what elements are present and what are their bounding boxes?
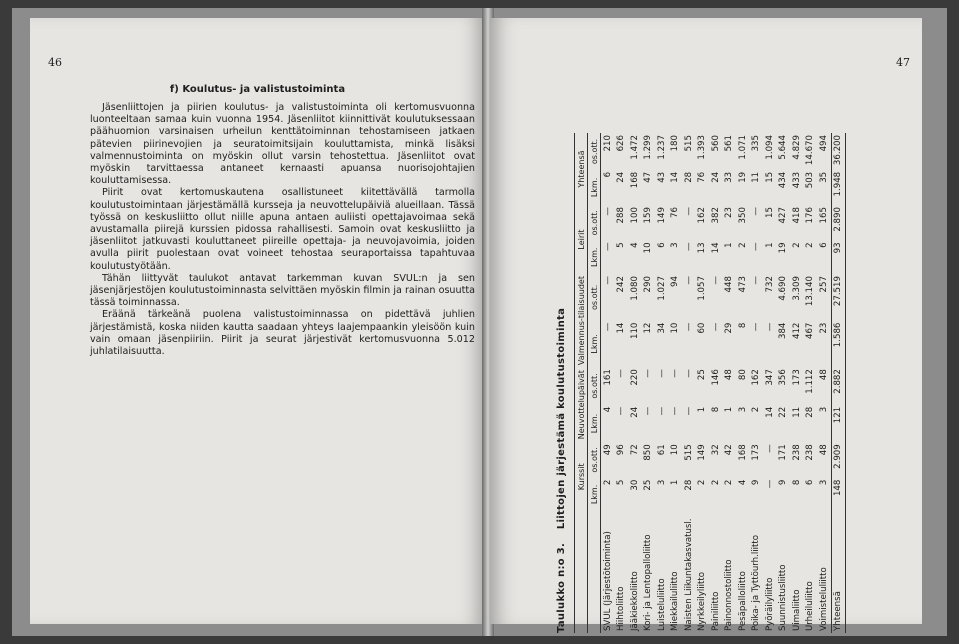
table-cell: 171 (778, 444, 789, 461)
table-sub-header-row (588, 133, 601, 633)
table-cell: 19 (778, 242, 789, 254)
row-label: Luisteluliitto (656, 578, 667, 631)
table-cell: 467 (805, 322, 816, 339)
table-cell: 2 (751, 406, 762, 413)
table-row (628, 133, 642, 633)
table-row (601, 133, 615, 633)
left-page (30, 18, 485, 624)
table-cell: — (643, 369, 654, 378)
table-cell: 8 (710, 406, 721, 413)
table-cell: 35 (818, 171, 829, 183)
subheader-lkm: Lkm. (588, 405, 601, 442)
table-row (736, 133, 750, 633)
table-cell: 448 (724, 276, 735, 293)
paragraph: Tähän liittyvät taulukot antavat tarkemman kuvan SVUL:n ja sen jäsenjärjestöjen koulutustoiminnasta selvittäen myöskin filmin ja rainan osuutta tässä toiminnassa. (90, 272, 475, 309)
table-cell: — (710, 276, 721, 285)
table-cell: — (602, 322, 613, 332)
table-cell: 6 (656, 242, 667, 248)
table-cell: 1.237 (656, 135, 667, 160)
table-cell: 6 (818, 242, 829, 248)
header-yhteensa: Yhteensä (575, 133, 588, 205)
row-label: Voimisteluliitto (818, 567, 829, 631)
table-cell: 34 (656, 322, 667, 334)
table-row (763, 133, 777, 633)
table-cell: 149 (697, 444, 708, 461)
table-cell: 28 (683, 171, 694, 183)
table-cell: 6 (602, 171, 613, 178)
subheader-osott: os.ott. (588, 367, 601, 405)
row-label: Hiihtoliitto (616, 586, 627, 631)
table-cell: 427 (778, 207, 789, 224)
table-cell: 72 (629, 444, 640, 456)
table-cell: 146 (710, 369, 721, 386)
table-cell: 418 (791, 207, 802, 224)
table-caption (556, 123, 567, 633)
table-cell: 42 (724, 444, 735, 456)
table-cell: 1 (724, 406, 735, 413)
page-number-left: 46 (48, 56, 62, 69)
table-cell: 61 (656, 444, 667, 456)
table-cell: — (683, 369, 694, 378)
table-cell: 94 (670, 276, 681, 287)
header-leirit: Leirit (575, 205, 588, 274)
table-cell: 1.080 (629, 276, 640, 301)
subheader-lkm: Lkm. (588, 170, 601, 205)
table-cell: — (602, 242, 613, 252)
table-cell: 3 (670, 242, 681, 248)
paragraph: Piirit ovat kertomuskautena osallistuneet kiitettävällä tarmolla koulutustoimintaan järjestämällä kursseja ja neuvottelupäiviä alueillaan. Tässä työssä on keskusliitto ollut niille apuna antaen auliisti opettajavoimaa sekä avustamalla piirejä kurssien pidossa rahallisesti. Samoin ovat keskusliitto ja jäsenliitot jatkuvasti kouluttaneet piireille opettaja- ja neuvojavoimia, joiden avulla piirit puolestaan ovat voineet tehostaa seuraportaissa tapahtuvaa koulutustyötään. (90, 187, 475, 272)
table-cell: 8 (791, 479, 802, 486)
table-cell: — (683, 242, 694, 252)
table-cell: 43 (656, 171, 667, 183)
table-cell: 5 (616, 479, 627, 486)
table-cell: 288 (616, 207, 627, 224)
table-row (790, 133, 804, 633)
table-cell: 14 (764, 406, 775, 418)
table-cell: 14.670 (805, 135, 816, 166)
row-label: Poika- ja Tyttöurh.liitto (751, 535, 762, 631)
table-cell: 220 (629, 369, 640, 386)
row-label: Yhteensä (831, 511, 846, 633)
table-cell: 25 (643, 479, 654, 491)
subheader-lkm: Lkm. (588, 478, 601, 512)
table-cell: — (710, 322, 721, 332)
table-row (696, 133, 710, 633)
row-label: Miekkailuliitto (670, 571, 681, 631)
training-table (574, 133, 846, 633)
table-cell: 4 (602, 406, 613, 413)
table-cell: 1.948 (831, 170, 846, 205)
table-cell: 30 (629, 479, 640, 491)
table-cell: 24 (710, 171, 721, 183)
table-cell: 1.071 (737, 135, 748, 160)
table-cell: 6 (805, 479, 816, 486)
table-cell: 4 (629, 242, 640, 248)
table-cell: 347 (764, 369, 775, 386)
table-cell: 15 (764, 171, 775, 183)
table-cell: 22 (778, 406, 789, 418)
table-cell: 350 (737, 207, 748, 224)
table-cell: 13.140 (805, 276, 816, 307)
table-cell: 24 (629, 406, 640, 418)
header-blank (588, 511, 601, 633)
table-cell: — (656, 406, 667, 416)
table-cell: 290 (643, 276, 654, 293)
table-cell: 561 (724, 135, 735, 152)
table-cell: 159 (643, 207, 654, 224)
table-row (709, 133, 723, 633)
table-label: Taulukko n:o 3. (556, 542, 567, 633)
table-cell: 49 (602, 444, 613, 456)
table-cell: 11 (751, 171, 762, 183)
table-cell: — (751, 322, 762, 332)
paragraph: Eräänä tärkeänä puolena valistustoiminnassa on pidettävä juhlien järjestämistä, koska niiden kautta saadaan yhteys laajempaankin yleisöön kuin vain omaan jäsenpiiriin. Piirit ja seurat järjestivät kertomusvuonna 5.012 juhlatilaisuutta. (90, 309, 475, 358)
table-cell: 1.299 (643, 135, 654, 160)
table-title: Liittojen järjestämä koulutustoiminta (556, 307, 567, 530)
table-cell: 515 (683, 444, 694, 461)
table-cell: 560 (710, 135, 721, 152)
table-cell: 148 (831, 478, 846, 512)
table-cell: 2 (602, 479, 613, 486)
table-cell: 732 (764, 276, 775, 293)
table-cell: 1.393 (697, 135, 708, 160)
table-cell: — (683, 207, 694, 216)
table-cell: 1 (697, 406, 708, 413)
row-label: Jääkiekkoliitto (629, 571, 640, 631)
table-cell: 2 (710, 479, 721, 486)
rotated-table-block (556, 123, 886, 633)
table-cell: 48 (818, 369, 829, 381)
table-cell: 48 (724, 369, 735, 381)
table-cell: — (670, 369, 681, 378)
table-row (750, 133, 764, 633)
table-cell: 515 (683, 135, 694, 152)
table-cell: 1.057 (697, 276, 708, 301)
table-cell: 210 (602, 135, 613, 152)
table-cell: 8 (737, 322, 748, 329)
subheader-lkm: Lkm. (588, 240, 601, 274)
table-cell: 173 (791, 369, 802, 386)
table-row (723, 133, 737, 633)
table-cell: 3 (737, 406, 748, 413)
table-cell: 1.094 (764, 135, 775, 160)
table-cell: 626 (616, 135, 627, 152)
table-cell: 29 (724, 322, 735, 334)
table-cell: 1 (670, 479, 681, 486)
table-row (817, 133, 831, 633)
table-row (615, 133, 629, 633)
table-row (655, 133, 669, 633)
table-cell: 3 (656, 479, 667, 486)
table-cell: 3 (818, 479, 829, 486)
table-cell: 5 (616, 242, 627, 248)
row-label: Painonnostoliitto (724, 559, 735, 631)
table-cell: 14 (670, 171, 681, 183)
table-cell: 162 (751, 369, 762, 386)
table-cell: — (764, 444, 775, 453)
table-cell: — (751, 207, 762, 216)
row-label: Naisten Liikuntakasvatusl. (683, 518, 694, 631)
table-cell: — (602, 207, 613, 216)
table-cell: 2 (737, 242, 748, 248)
table-cell: 5.644 (778, 135, 789, 160)
table-cell: 48 (818, 444, 829, 456)
table-cell: 238 (791, 444, 802, 461)
table-cell: 23 (724, 207, 735, 218)
table-cell: 14 (710, 242, 721, 254)
table-cell: 15 (764, 207, 775, 218)
row-label: Urheiluliitto (805, 581, 816, 631)
table-cell: 10 (670, 444, 681, 456)
table-cell: 28 (683, 479, 694, 491)
table-cell: 60 (697, 322, 708, 334)
table-cell: 162 (697, 207, 708, 224)
section-title: f) Koulutus- ja valistustoiminta (169, 84, 346, 95)
table-cell: — (602, 276, 613, 285)
table-cell: 3.309 (791, 276, 802, 301)
table-cell: 3 (818, 406, 829, 413)
table-cell: 238 (805, 444, 816, 461)
table-cell: 168 (629, 171, 640, 189)
subheader-osott: os.ott. (588, 133, 601, 170)
table-cell: 32 (710, 444, 721, 456)
table-row (669, 133, 683, 633)
table-cell: 93 (831, 240, 846, 274)
table-group-header-row (575, 133, 588, 633)
table-cell: 412 (791, 322, 802, 339)
table-cell: 4.690 (778, 276, 789, 301)
table-cell: 161 (602, 369, 613, 386)
subheader-osott: os.ott. (588, 274, 601, 321)
table-cell: 176 (805, 207, 816, 224)
table-cell: — (670, 406, 681, 416)
table-cell: 28 (805, 406, 816, 418)
table-cell: — (616, 369, 627, 378)
table-cell: 242 (616, 276, 627, 293)
table-cell: 473 (737, 276, 748, 293)
table-cell: 9 (751, 479, 762, 486)
table-cell: — (683, 406, 694, 416)
table-cell: 110 (629, 322, 640, 339)
table-cell: — (656, 369, 667, 378)
table-body (601, 133, 846, 633)
table-row (777, 133, 791, 633)
table-cell: 257 (818, 276, 829, 293)
table-cell: 382 (710, 207, 721, 224)
row-label: Kori- ja Lentopalloliitto (643, 534, 654, 631)
table-cell: 33 (724, 171, 735, 183)
table-cell: 2.890 (831, 205, 846, 240)
body-text (90, 102, 475, 358)
table-cell: 1.027 (656, 276, 667, 301)
row-label: Pesäpalloliitto (737, 571, 748, 631)
table-row (642, 133, 656, 633)
table-cell: 2.909 (831, 442, 846, 477)
table-cell: 12 (643, 322, 654, 334)
table-cell: 356 (778, 369, 789, 386)
subheader-osott: os.ott. (588, 442, 601, 477)
table-cell: 10 (670, 322, 681, 334)
header-kurssit: Kurssit (575, 442, 588, 511)
table-cell: 47 (643, 171, 654, 183)
table-cell: 149 (656, 207, 667, 224)
table-cell: 121 (831, 405, 846, 442)
row-label: Suunnistusliitto (778, 564, 789, 631)
table-cell: 2 (697, 479, 708, 486)
row-label: SVUL (Järjestötoiminta) (602, 531, 613, 631)
table-row (804, 133, 818, 633)
row-label: Uimaliitto (791, 589, 802, 631)
table-cell: 1.112 (805, 369, 816, 394)
page-number-right: 47 (896, 56, 910, 69)
table-cell: 168 (737, 444, 748, 461)
subheader-lkm: Lkm. (588, 321, 601, 368)
table-cell: 13 (697, 242, 708, 254)
row-label: Painiliitto (710, 591, 721, 631)
table-cell: 80 (737, 369, 748, 381)
table-cell: 10 (643, 242, 654, 254)
table-cell: 1.472 (629, 135, 640, 160)
table-cell: 27.519 (831, 274, 846, 321)
paragraph: Jäsenliittojen ja piirien koulutus- ja valistustoiminta oli kertomusvuonna luonteeltaan samaa kuin vuonna 1954. Jäsenliitot kiinnittivät koulutuksessaan päähuomion varsinaisen urheilun kenttätoiminnan tehostamiseen jatkaen pätevien piirinevojien ja seuratoimitsijain kouluttamista, minkä lisäksi valmennustoiminta on myöskin ollut varsin tehostettua. Jäsenliitot ovat myöskin tarvittaessa antaneet kernaasti apuansa nuorisojohtajien kouluttamisessa. (90, 102, 475, 187)
table-cell: 1.586 (831, 321, 846, 368)
table-total-row (831, 133, 846, 633)
table-cell: — (764, 479, 775, 489)
header-neuvottelupaivat: Neuvottelupäivät (575, 367, 588, 442)
table-cell: 23 (818, 322, 829, 334)
table-cell: — (683, 276, 694, 285)
table-cell: 2 (791, 242, 802, 248)
table-cell: 850 (643, 444, 654, 461)
table-cell: 9 (778, 479, 789, 486)
header-blank (575, 511, 588, 633)
table-cell: 1 (724, 242, 735, 248)
table-cell: — (764, 322, 775, 332)
table-cell: 4.829 (791, 135, 802, 160)
table-cell: 503 (805, 171, 816, 189)
table-cell: 11 (791, 406, 802, 418)
subheader-osott: os.ott. (588, 205, 601, 240)
table-cell: 173 (751, 444, 762, 461)
row-label: Nyrkkeilyliitto (697, 571, 708, 631)
table-cell: 494 (818, 135, 829, 152)
table-row (682, 133, 696, 633)
table-cell: 4 (737, 479, 748, 486)
table-cell: 100 (629, 207, 640, 224)
table-cell: 2 (724, 479, 735, 486)
table-cell: 76 (670, 207, 681, 218)
table-cell: 76 (697, 171, 708, 183)
table-cell: — (643, 406, 654, 416)
table-cell: 434 (778, 171, 789, 189)
table-cell: 2 (805, 242, 816, 248)
table-cell: — (751, 242, 762, 252)
header-valmennus: Valmennus-tilaisuudet (576, 276, 586, 366)
table-cell: 14 (616, 322, 627, 334)
row-label: Pyöräilyliitto (764, 577, 775, 631)
table-cell: 19 (737, 171, 748, 183)
table-cell: 433 (791, 171, 802, 189)
table-cell: 24 (616, 171, 627, 183)
table-cell: 2.882 (831, 367, 846, 405)
table-cell: 25 (697, 369, 708, 381)
table-cell: 96 (616, 444, 627, 456)
table-cell: 1 (764, 242, 775, 248)
table-cell: 36.200 (831, 133, 846, 170)
table-cell: 335 (751, 135, 762, 152)
table-cell: 384 (778, 322, 789, 339)
table-cell: 180 (670, 135, 681, 152)
table-cell: — (751, 276, 762, 285)
table-cell: — (683, 322, 694, 332)
table-cell: — (616, 406, 627, 416)
table-cell: 165 (818, 207, 829, 224)
